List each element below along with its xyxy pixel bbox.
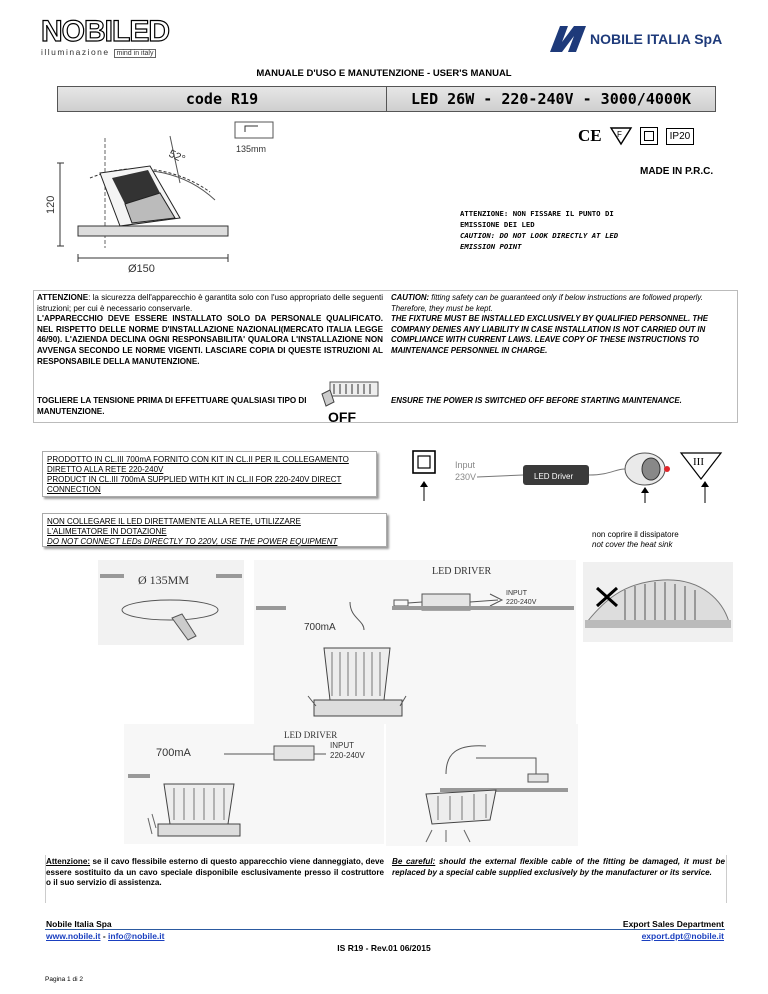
safety-it-bold: L'APPARECCHIO DEVE ESSERE INSTALLATO SOLO DA PERSONALE QUALIFICATO. NEL RISPETTO DELLE NORME D'INSTALLAZIONE NAZIONALI(MERCATO ITALIA LEGGE 46/90). L'AZIENDA DECLINA OGNI RESPONSABILITA' QUALORA L'INSTALLAZIONE NON AVVENGA SECONDO LE NORME VIGENTI. LASCIARE COPIA DI QUESTE ISTRUZIONI AL RESPONSABILE DELLA MANUTENZIONE. [37,314,383,366]
power-off-it: TOGLIERE LA TENSIONE PRIMA DI EFFETTUARE QUALSIASI TIPO DI MANUTENZIONE. [37,396,307,416]
no-direct-connect-box [42,513,387,547]
led-warning-en-1: CAUTION: DO NOT LOOK DIRECTLY AT LED [460,231,619,240]
led-warning-it-1: ATTENZIONE: NON FISSARE IL PUNTO DI [460,209,614,218]
document-revision: IS R19 - Rev.01 06/2015 [337,943,431,953]
height-label: 120 [45,195,57,214]
company-name: Nobile Italia Spa [46,919,112,929]
step1-input: INPUT [506,590,527,597]
nobiled-subtitle: illuminazione [41,47,110,57]
safety-it-intro: : la sicurezza dell'apparecchio è garantita solo con l'uso appropriato delle seguenti istruzioni; per cui è necessario conservarle. [37,293,383,313]
cable-warning-it [46,857,384,889]
cutout-label: 135mm [236,144,267,154]
no-connect-en: DO NOT CONNECT LEDs DIRECTLY TO 220V, USE THE POWER EQUIPMENT [47,537,338,546]
cable-it-text: se il cavo flessibile esterno di questo apparecchio viene danneggiato, deve essere sostituito da un cavo speciale disponibile esclusivamente presso il costruttore o il suo servizio di assistenza. [46,857,384,888]
diameter-label: Ø150 [128,263,155,275]
safety-en-intro: fitting safety can be guaranteed only if below instructions are followed properly. Therefore, they must be kept. [391,293,703,313]
step1-volt: 220-240V [506,599,537,606]
fixture-dimension-drawing [45,118,280,278]
cable-en-text: should the external flexible cable of the fitting be damaged, it must be replaced by a special cable supplied exclusively by the manufacturer or its service. [392,857,725,877]
angle-label: 52° [166,147,187,166]
install-step-final-diagram [386,724,578,846]
department-name: Export Sales Department [622,919,724,929]
email-link[interactable]: info@nobile.it [108,931,165,941]
safety-it-label: ATTENZIONE [37,293,89,302]
product-class-en: PRODUCT IN CL.III 700mA SUPPLIED WITH KIT IN CL.II FOR 220-240V DIRECT CONNECTION [47,475,342,494]
input-volt: 230V [455,472,477,482]
off-label: OFF [328,409,356,425]
led-warning [460,208,710,252]
nobiled-wordmark: NOBILED [41,15,169,48]
led-driver-label: LED Driver [534,472,574,481]
step2-current: 700mA [156,747,191,759]
cable-it-label: Attenzione: [46,857,91,866]
ceiling-cutout-diagram [98,560,244,645]
safety-en-bold: THE FIXTURE MUST BE INSTALLED EXCLUSIVELY BY QUALIFIED PERSONNEL. THE COMPANY DENIES ANY LIABILITY IN CASE INSTALLATION IS NOT CARRIED OUT IN COMPLIANCE WITH CURRENT LAWS. LEAVE COPY OF THESE INSTRUCTIONS TO MAINTENANCE PERSONNEL IN CHARGE. [391,314,708,355]
ce-mark-icon: CE [578,126,602,145]
svg-text:F: F [616,130,622,139]
step2-volt: 220-240V [330,751,365,760]
nobile-italia-logo [548,24,728,54]
nobile-name: NOBILE ITALIA SpA [590,31,723,47]
certification-marks [578,126,694,146]
cutout-diameter-label: Ø 135MM [138,573,190,587]
led-warning-it-2: EMISSIONE DEI LED [460,220,535,229]
wiring-diagram-top [405,447,725,509]
nobiled-logo [41,15,221,57]
department-email-link[interactable]: export.dpt@nobile.it [641,931,724,941]
step2-led-driver: LED DRIVER [284,730,338,740]
product-spec: LED 26W - 220-240V - 3000/4000K [386,87,715,111]
input-label: Input [455,460,476,470]
cable-warning-en [392,857,725,878]
switch-off-icon [316,380,380,426]
install-step-driver-diagram [254,560,576,724]
install-step-connect-diagram [124,724,384,844]
cable-en-label: Be careful: [392,857,436,866]
footer-separator: - [100,931,109,941]
f-mark-icon [610,127,632,145]
safety-text-it [37,293,383,367]
step1-led-driver: LED DRIVER [432,566,492,577]
code-bar [57,86,716,112]
footer-divider [45,929,725,930]
no-connect-it-2: L'ALIMETATORE IN DOTAZIONE [47,527,167,536]
class-ii-icon [640,127,658,145]
nobiled-tagline: mind in italy [114,49,157,58]
led-warning-en-2: EMISSION POINT [460,242,522,251]
heat-sink-note [592,530,679,550]
website-link[interactable]: www.nobile.it [46,931,101,941]
manual-title: MANUALE D'USO E MANUTENZIONE - USER'S MANUAL [256,68,512,79]
product-class-box [42,451,377,497]
class-iii-label: III [693,456,704,468]
heat-sink-diagram [583,562,733,642]
step2-input: INPUT [330,741,354,750]
step1-current: 700mA [304,622,336,633]
heat-sink-en: not cover the heat sink [592,540,673,549]
page-number: Pagina 1 di 2 [45,976,83,983]
product-class-it: PRODOTTO IN CL.III 700mA FORNITO CON KIT IN CL.II PER IL COLLEGAMENTO DIRETTO ALLA RETE 220-240V [47,455,349,474]
footer-company [46,918,164,942]
footer-department [623,918,724,942]
made-in-label: MADE IN P.R.C. [640,166,714,177]
no-connect-it-1: NON COLLEGARE IL LED DIRETTAMENTE ALLA RETE, UTILIZZARE [47,517,301,526]
product-code: code R19 [185,90,259,108]
safety-en-label: CAUTION: [391,293,430,302]
nobile-mark-icon [548,24,588,54]
power-off-en: ENSURE THE POWER IS SWITCHED OFF BEFORE STARTING MAINTENANCE. [391,396,682,405]
ip-rating: IP20 [666,128,695,145]
safety-text-en [391,293,717,357]
heat-sink-it: non coprire il dissipatore [592,530,679,539]
